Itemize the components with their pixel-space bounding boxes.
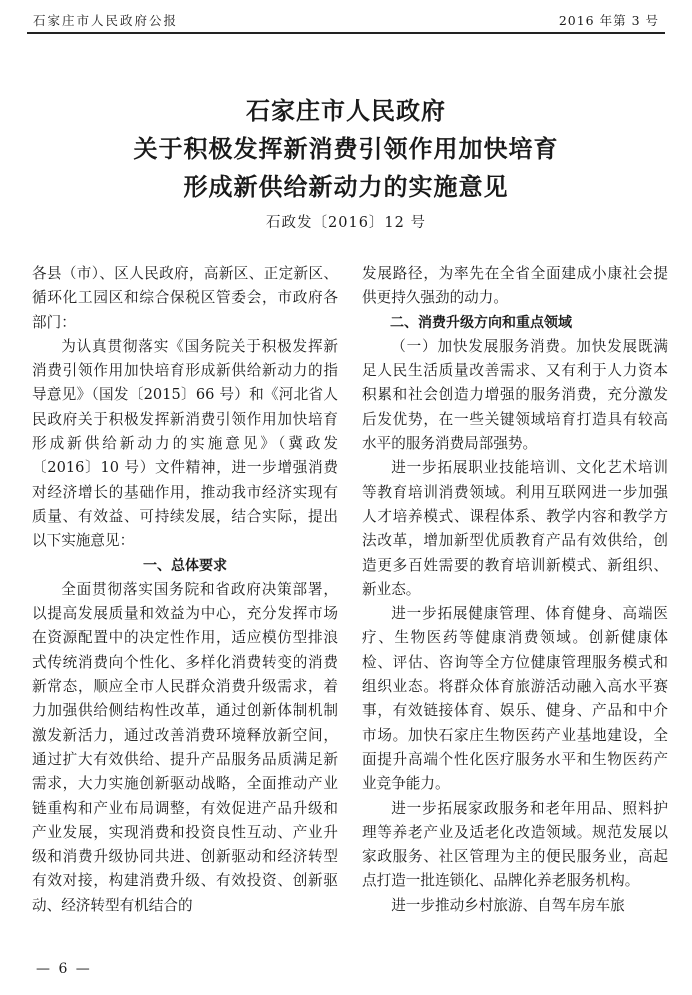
document-title	[0, 92, 692, 236]
education-paragraph: 进一步拓展职业技能培训、文化艺术培训等教育培训消费领域。利用互联网进一步加强人才培养模式、课程体系、教学内容和教学方法改革，增加新型优质教育产品有效供给，创造更多百姓需要的教育培训新模式、新组织、新业态。	[362, 459, 668, 598]
publication-name: 石家庄市人民政府公报	[33, 13, 179, 28]
title-line-3: 形成新供给新动力的实施意见	[183, 172, 509, 201]
document-number: 石政发〔2016〕12 号	[266, 215, 426, 231]
elderly-care-paragraph: 进一步拓展家政服务和老年用品、照料护理等养老产业及适老化改造领域。规范发展以家政服务、社区管理为主的便民服务业，高起点打造一批连锁化、品牌化养老服务机构。	[362, 799, 668, 890]
title-line-2: 关于积极发挥新消费引领作用加快培育	[133, 134, 559, 163]
health-paragraph: 进一步拓展健康管理、体育健身、高端医疗、生物医药等健康消费领域。创新健康体检、评估、咨询等全方位健康管理服务模式和组织业态。将群众体育旅游活动融入高水平赛事，有效链接体育、娱乐、健身、产品和中介市场。加快石家庄生物医药产业基地建设，全面提升高端个性化医疗服务水平和生物医药产业竞争能力。	[362, 605, 668, 793]
section-heading-1: 一、总体要求	[143, 557, 227, 574]
issue-number: 2016 年第 3 号	[558, 13, 659, 28]
service-consumption-paragraph: （一）加快发展服务消费。加快发展既满足人民生活质量改善需求、又有利于人力资本积累和社会创造力增强的服务消费，充分激发后发优势，在一些关键领域培育打造具有较高水平的服务消费局部强势。	[362, 337, 668, 453]
intro-paragraph: 为认真贯彻落实《国务院关于积极发挥新消费引领作用加快培育形成新供给新动力的指导意见》（国发〔2015〕66 号）和《河北省人民政府关于积极发挥新消费引领作用加快培育形成新供给新动力的实施意见》（冀政发〔2016〕10 号）文件精神，进一步增强消费对经济增长的基础作用，推动我市经济实现有质量、有效益、可持续发展，结合实际，提出以下实施意见：	[32, 337, 338, 550]
left-column	[32, 262, 338, 918]
page-number: — 6 —	[36, 961, 92, 977]
continued-paragraph: 发展路径，为率先在全省全面建成小康社会提供更持久强劲的动力。	[362, 265, 668, 307]
addressee: 各县（市）、区人民政府，高新区、正定新区、循环化工园区和综合保税区管委会，市政府各部门：	[32, 265, 338, 331]
running-header	[27, 6, 665, 34]
section-heading-2: 二、消费升级方向和重点领域	[390, 314, 572, 331]
section-1-body: 全面贯彻落实国务院和省政府决策部署，以提高发展质量和效益为中心，充分发挥市场在资源配置中的决定性作用，适应模仿型排浪式传统消费向个性化、多样化消费转变的消费新常态，顺应全市人民群众消费升级需求，着力加强供给侧结构性改革，通过创新体制机制激发新活力，通过改善消费环境释放新空间，通过扩大有效供给、提升产品服务品质满足新需求，大力实施创新驱动战略，全面推动产业链重构和产业布局调整，有效促进产品升级和产业发展，实现消费和投资良性互动、产业升级和消费升级协同共进、创新驱动和经济转型有效对接，构建消费升级、有效投资、创新驱动、经济转型有机结合的	[32, 580, 338, 914]
tourism-paragraph: 进一步推动乡村旅游、自驾车房车旅	[391, 896, 625, 914]
right-column	[362, 262, 668, 918]
title-line-1: 石家庄市人民政府	[246, 96, 446, 125]
